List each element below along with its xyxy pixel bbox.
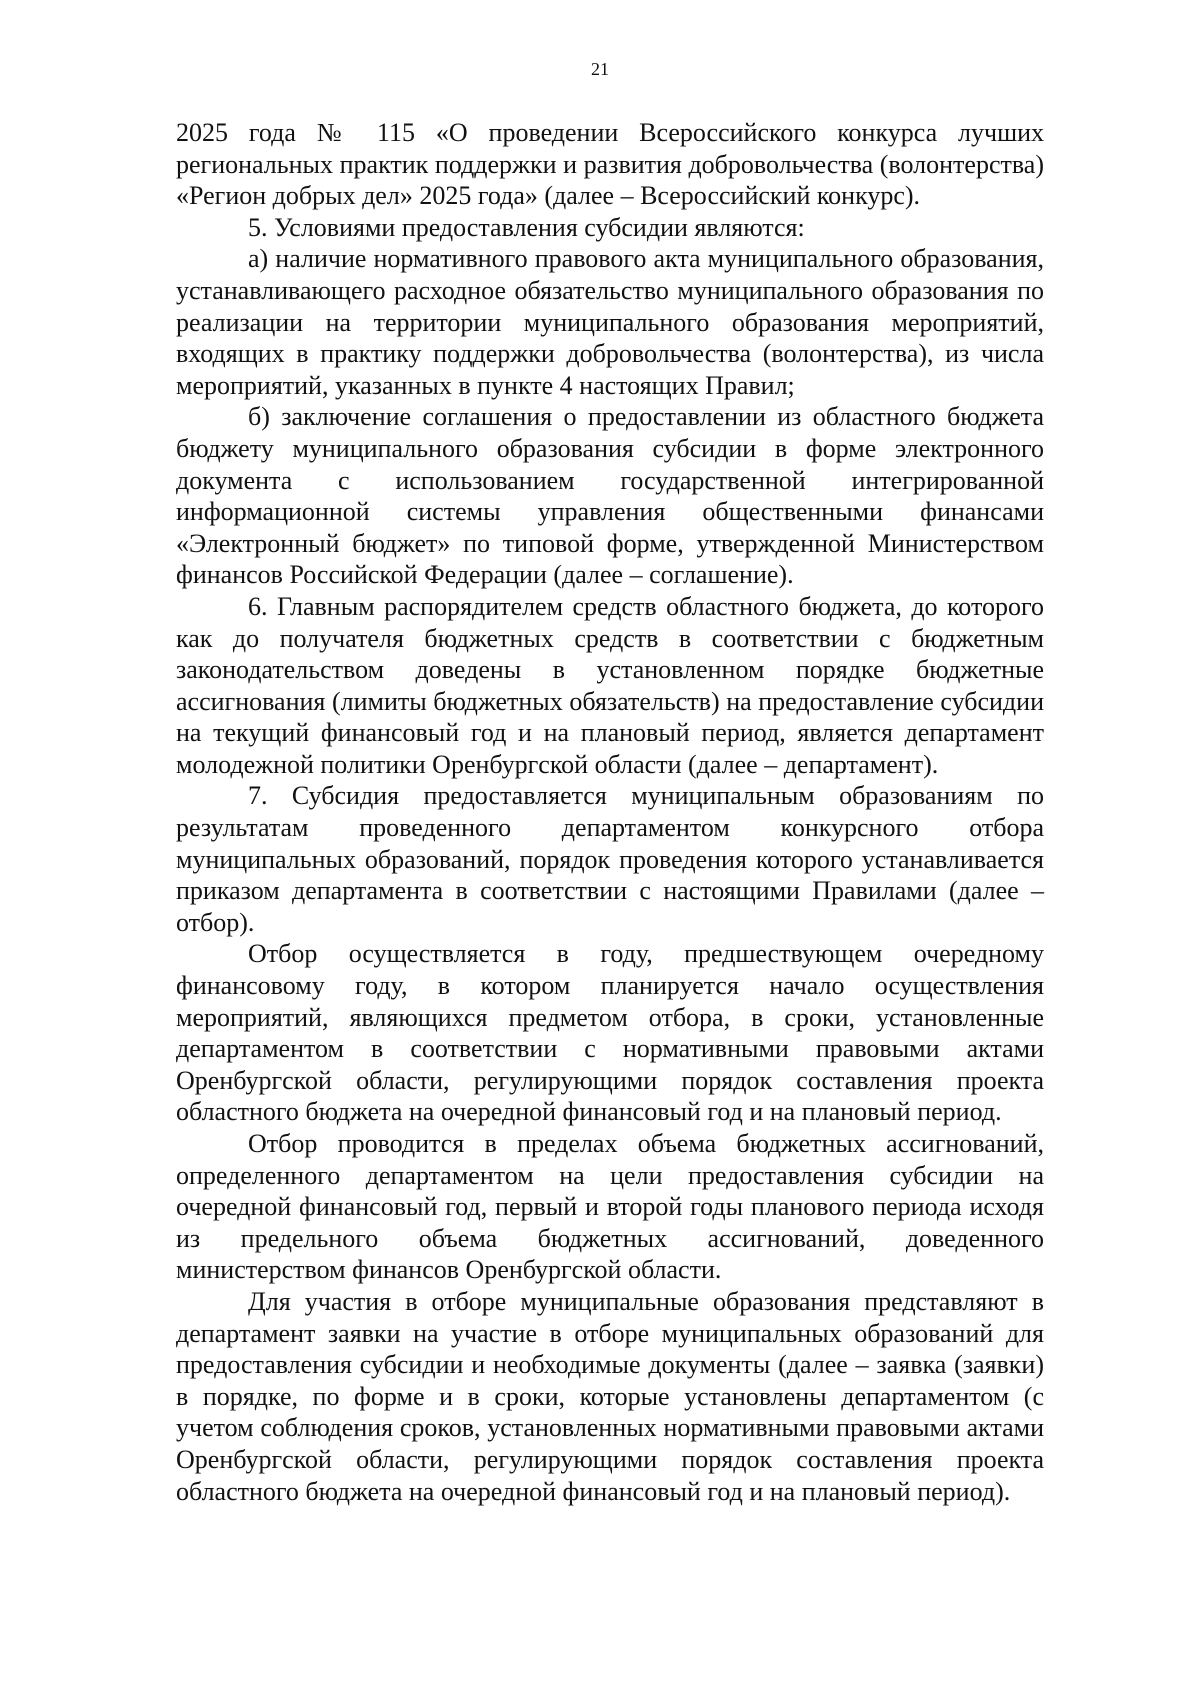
paragraph: Отбор проводится в пределах объема бюджетных ассигнований, определенного департаментом на цели предоставления субсидии на очередной финансовый год, первый и второй годы планового периода исходя из предельного объема бюджетных ассигнований, доведенного министерством финансов Оренбургской области. <box>176 1129 1044 1285</box>
paragraph: 2025 года № 115 «О проведении Всероссийского конкурса лучших региональных практик поддержки и развития добровольчества (волонтерства) «Регион добрых дел» 2025 года» (далее – Всероссийский конкурс). <box>176 118 1044 211</box>
page-number: 21 <box>591 59 609 79</box>
paragraph: Отбор осуществляется в году, предшествующем очередному финансовому году, в котором планируется начало осуществления мероприятий, являющихся предметом отбора, в сроки, установленные департаментом в соответствии с нормативными правовыми актами Оренбургской области, регулирующими порядок составления проекта областного бюджета на очередной финансовый год и на плановый период. <box>176 939 1044 1127</box>
paragraph: 7. Субсидия предоставляется муниципальным образованиям по результатам проведенного департаментом конкурсного отбора муниципальных образований, порядок проведения которого устанавливается приказом департамента в соответствии с настоящими Правилами (далее – отбор). <box>176 781 1044 937</box>
paragraph: а) наличие нормативного правового акта муниципального образования, устанавливающего расходное обязательство муниципального образования по реализации на территории муниципального образования мероприятий, входящих в практику поддержки добровольчества (волонтерства), из числа мероприятий, указанных в пункте 4 настоящих Правил; <box>176 244 1044 400</box>
document-body <box>176 117 1044 1507</box>
paragraph: 6. Главным распорядителем средств областного бюджета, до которого как до получателя бюджетных средств в соответствии с бюджетным законодательством доведены в установленном порядке бюджетные ассигнования (лимиты бюджетных обязательств) на предоставление субсидии на текущий финансовый год и на плановый период, является департамент молодежной политики Оренбургской области (далее – департамент). <box>176 591 1044 779</box>
paragraph: б) заключение соглашения о предоставлении из областного бюджета бюджету муниципального образования субсидии в форме электронного документа с использованием государственной интегрированной информационной системы управления общественными финансами «Электронный бюджет» по типовой форме, утвержденной Министерством финансов Российской Федерации (далее – соглашение). <box>176 402 1044 590</box>
paragraph: Для участия в отборе муниципальные образования представляют в департамент заявки на участие в отборе муниципальных образований для предоставления субсидии и необходимые документы (далее – заявка (заявки) в порядке, по форме и в сроки, которые установлены департаментом (с учетом соблюдения сроков, установленных нормативными правовыми актами Оренбургской области, регулирующими порядок составления проекта областного бюджета на очередной финансовый год и на плановый период). <box>176 1286 1044 1506</box>
paragraph: 5. Условиями предоставления субсидии являются: <box>248 212 805 242</box>
